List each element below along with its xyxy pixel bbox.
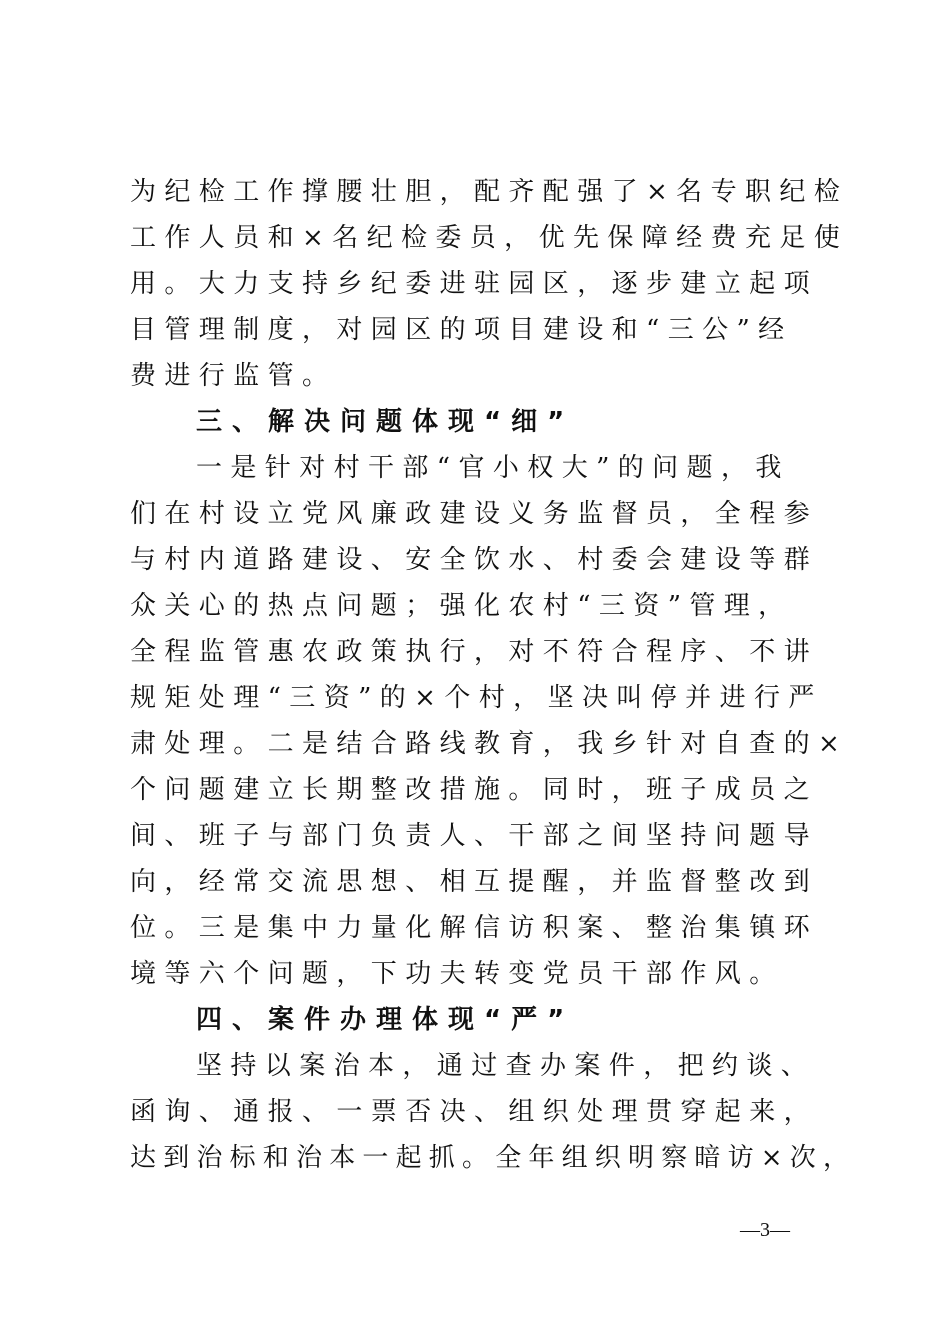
body-line: 达到治标和治本一起抓。全年组织明察暗访×次，: [130, 1143, 857, 1173]
body-line: 全程监管惠农政策执行，对不符合程序、不讲: [130, 637, 819, 667]
body-line: 境等六个问题，下功夫转变党员干部作风。: [130, 959, 784, 989]
paragraph-first-line: 一是针对村干部“官小权大”的问题，我: [196, 453, 790, 483]
paragraph-first-line: 坚持以案治本，通过查办案件，把约谈、: [196, 1051, 816, 1081]
body-line: 众关心的热点问题；强化农村“三资”管理，: [130, 591, 793, 621]
body-line: 向，经常交流思想、相互提醒，并监督整改到: [130, 867, 819, 897]
body-line: 费进行监管。: [130, 361, 337, 391]
page-number: —3—: [740, 1219, 790, 1241]
body-line: 规矩处理“三资”的×个村，坚决叫停并进行严: [130, 683, 823, 713]
section-heading-3: 三、解决问题体现“细”: [196, 407, 575, 437]
body-line: 肃处理。二是结合路线教育，我乡针对自查的×: [130, 729, 849, 759]
body-line: 为纪检工作撑腰壮胆，配齐配强了×名专职纪检: [130, 177, 849, 207]
section-heading-4: 四、案件办理体现“严”: [196, 1005, 575, 1035]
body-line: 位。三是集中力量化解信访积案、整治集镇环: [130, 913, 819, 943]
body-line: 用。大力支持乡纪委进驻园区，逐步建立起项: [130, 269, 819, 299]
body-line: 目管理制度，对园区的项目建设和“三公”经: [130, 315, 793, 345]
body-line: 与村内道路建设、安全饮水、村委会建设等群: [130, 545, 819, 575]
body-line: 工作人员和×名纪检委员，优先保障经费充足使: [130, 223, 849, 253]
body-line: 们在村设立党风廉政建设义务监督员，全程参: [130, 499, 819, 529]
body-line: 间、班子与部门负责人、干部之间坚持问题导: [130, 821, 819, 851]
body-line: 个问题建立长期整改措施。同时，班子成员之: [130, 775, 819, 805]
body-line: 函询、通报、一票否决、组织处理贯穿起来，: [130, 1097, 819, 1127]
